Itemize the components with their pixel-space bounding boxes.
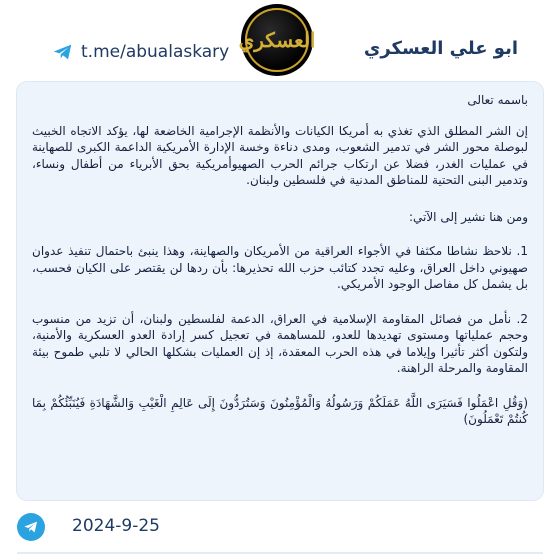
statement-intro: إن الشر المطلق الذي تغذي به أمريكا الكيانات والأنظمة الإجرامية الخاضعة لها، يؤكد الاتجاه الخبيث لبوصلة محور الشر في تدمير الشعوب، ومدى دناءة وخسة الإدارة الأمريكية الداعمة الكبرى للصهاينة في عمليات الغدر، فضلا عن ارتكاب جرائم الحرب الصهيوأمريكية بحق الأبرياء من أطفال ونساء، وتدمير البنى التحتية للمناطق المدنية في فلسطين ولبنان. <box>32 123 528 187</box>
statement-quote: (وَقُلِ اعْمَلُوا فَسَيَرَى اللَّهُ عَمَلَكُمْ وَرَسُولُهُ وَالْمُؤْمِنُونَ وَسَتُرَدُّونَ إِلَى عَالِمِ الْغَيْبِ وَالشَّهَادَةِ فَيُنَبِّئُكُمْ بِمَا كُنتُمْ تَعْمَلُونَ) <box>32 395 528 426</box>
telegram-paper-plane-icon <box>23 519 39 535</box>
telegram-link-text[interactable]: t.me/abualaskary <box>81 42 230 62</box>
statement-point-2: 2. نأمل من فصائل المقاومة الإسلامية في العراق، الدعمة لفلسطين ولبنان، أن تزيد من منسوب وحجم عملياتها ومستوى تهديدها للعدو، للمساهمة في تعجيل كسر إرادة العدو العسكرية والأمنية، ولتكون أكثر تأثيرا وإيلاما في هذه الحرب المعقدة، إذ إن العمليات بشكلها الحالي لا تلبي طموح بيئة المقاومة والمرحلة الراهنة. <box>32 311 528 375</box>
post-date: 2024-9-25 <box>72 516 160 536</box>
footer-divider <box>17 552 543 554</box>
statement-opening: باسمه تعالى <box>467 93 528 107</box>
author-name: ابو علي العسكري <box>363 38 518 59</box>
footer <box>0 500 560 560</box>
channel-logo <box>238 8 316 72</box>
header <box>0 0 560 80</box>
telegram-icon <box>52 41 74 63</box>
logo-text: العسكري <box>238 28 316 52</box>
telegram-badge-icon[interactable] <box>17 513 45 541</box>
statement-lead: ومن هنا نشير إلى الآتي: <box>408 209 528 224</box>
statement-point-1: 1. نلاحظ نشاطا مكثفا في الأجواء العراقية من الأمريكان والصهاينة، وهذا ينبئ باحتمال تنفيذ عدوان صهيوني داخل العراق، وعليه تجدد كتائب حزب الله تحذيرها: بأن ردها لن يقتصر على الكيان فحسب، بل يشمل كل مفاصل الوجود الأمريكي. <box>32 244 528 291</box>
statement-body <box>32 92 528 492</box>
telegram-link[interactable] <box>52 40 229 64</box>
